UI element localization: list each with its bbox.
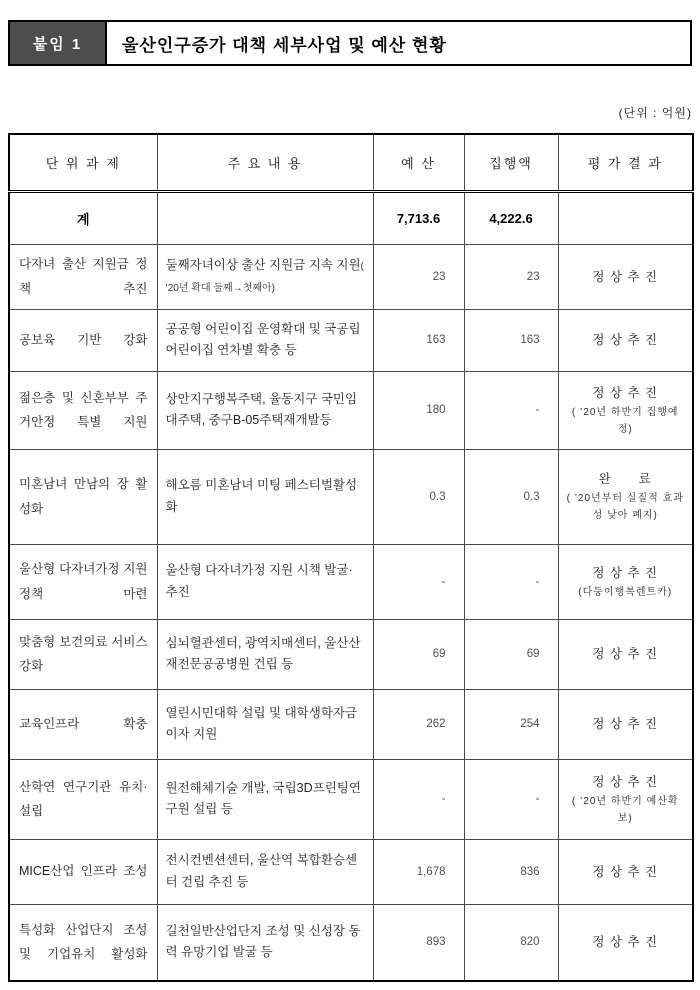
attachment-header-bar xyxy=(8,20,692,66)
spent-value: - xyxy=(464,544,558,619)
budget-value: - xyxy=(373,544,464,619)
eval-note: (다둥이행복렌트카) xyxy=(578,586,673,598)
content-text: 해오름 미혼남녀 미팅 페스티벌활성화 xyxy=(165,478,358,514)
table-row xyxy=(9,759,693,839)
content-text: 열린시민대학 설립 및 대학생학자금 이자 지원 xyxy=(165,705,358,741)
eval-note: ( ’20년 하반기 예산확보) xyxy=(571,795,679,824)
budget-value: 180 xyxy=(373,371,464,449)
eval-text: 정 상 추 진 xyxy=(592,647,659,661)
content-text: 길천일반산업단지 조성 및 신성장 동력 유망기업 발굴 등 xyxy=(165,924,361,960)
task-name: 특성화 산업단지 조성 및 기업유치 활성화 xyxy=(9,904,157,981)
attachment-label: 붙임 1 xyxy=(32,35,83,53)
task-content xyxy=(157,839,373,904)
eval-result xyxy=(558,371,693,449)
task-name: 다자녀 출산 지원금 정책 추진 xyxy=(9,244,157,309)
eval-text: 정 상 추 진 xyxy=(592,565,659,580)
eval-result xyxy=(558,904,693,981)
spent-value: 69 xyxy=(464,619,558,689)
col-header-content: 주 요 내 용 xyxy=(157,134,373,191)
page-title: 울산인구증가 대책 세부사업 및 예산 현황 xyxy=(122,35,447,55)
table-row xyxy=(9,244,693,309)
unit-note: (단위 : 억원) xyxy=(618,106,692,120)
total-row xyxy=(9,191,693,244)
eval-result xyxy=(558,309,693,371)
eval-text: 완 료 xyxy=(598,472,652,486)
task-name: MICE산업 인프라 조성 xyxy=(9,839,157,904)
budget-value: 23 xyxy=(373,244,464,309)
eval-note: ( ’20년 하반기 집행예정) xyxy=(571,406,679,435)
eval-note: ( ’20년부터 실질적 효과성 낮아 폐지) xyxy=(566,493,684,521)
content-text: 전시컨벤션센터, 울산역 복합환승센터 건립 추진 등 xyxy=(165,853,358,889)
task-name: 젊은층 및 신혼부부 주거안정 특별 지원 xyxy=(9,371,157,449)
budget-value: 893 xyxy=(373,904,464,981)
task-content xyxy=(157,759,373,839)
budget-value: - xyxy=(373,759,464,839)
table-row xyxy=(9,309,693,371)
eval-text: 정 상 추 진 xyxy=(592,774,659,789)
eval-result xyxy=(558,619,693,689)
col-header-budget: 예 산 xyxy=(373,134,464,191)
spent-value: 820 xyxy=(464,904,558,981)
spent-value: 23 xyxy=(464,244,558,309)
eval-text: 정 상 추 진 xyxy=(592,385,659,400)
budget-value: 163 xyxy=(373,309,464,371)
table-row xyxy=(9,839,693,904)
eval-text: 정 상 추 진 xyxy=(592,333,659,347)
spent-value: - xyxy=(464,371,558,449)
table-row xyxy=(9,689,693,759)
budget-value: 262 xyxy=(373,689,464,759)
task-name: 산학연 연구기관 유치·설립 xyxy=(9,759,157,839)
table-row xyxy=(9,371,693,449)
table-row xyxy=(9,904,693,981)
total-label: 계 xyxy=(9,191,157,244)
spent-value: 163 xyxy=(464,309,558,371)
total-spent: 4,222.6 xyxy=(464,191,558,244)
task-content xyxy=(157,619,373,689)
total-content-cell xyxy=(157,191,373,244)
task-content xyxy=(157,544,373,619)
budget-value: 0.3 xyxy=(373,449,464,544)
eval-text: 정 상 추 진 xyxy=(592,935,659,950)
eval-text: 정 상 추 진 xyxy=(592,269,659,284)
table-row xyxy=(9,619,693,689)
content-text: 상안지구행복주택, 율동지구 국민임대주택, 중구B-05주택재개발등 xyxy=(165,391,358,427)
content-note: ( ’20년 확대 둘째→첫째아) xyxy=(165,261,364,294)
task-content xyxy=(157,244,373,309)
eval-result xyxy=(558,449,693,544)
total-budget: 7,713.6 xyxy=(373,191,464,244)
table-row xyxy=(9,544,693,619)
total-result-cell xyxy=(558,191,693,244)
col-header-task: 단 위 과 제 xyxy=(9,134,157,191)
attachment-label-box xyxy=(10,22,107,64)
content-text: 둘째자녀이상 출산 지원금 지속 지원 xyxy=(165,258,361,273)
task-name: 울산형 다자녀가정 지원정책 마련 xyxy=(9,544,157,619)
eval-result xyxy=(558,544,693,619)
content-text: 공공형 어린이집 운영확대 및 국공립어린이집 연차별 확충 등 xyxy=(165,321,361,357)
eval-result xyxy=(558,839,693,904)
task-content xyxy=(157,449,373,544)
budget-value: 69 xyxy=(373,619,464,689)
task-name: 공보육 기반 강화 xyxy=(9,309,157,371)
spent-value: 254 xyxy=(464,689,558,759)
spent-value: 0.3 xyxy=(464,449,558,544)
eval-result xyxy=(558,244,693,309)
col-header-spent: 집행액 xyxy=(464,134,558,191)
spent-value: - xyxy=(464,759,558,839)
table-row xyxy=(9,449,693,544)
eval-result xyxy=(558,759,693,839)
content-text: 원전해체기술 개발, 국립3D프린팅연구원 설립 등 xyxy=(165,780,361,816)
content-text: 심뇌혈관센터, 광역치매센터, 울산산재전문공공병원 건립 등 xyxy=(165,635,361,671)
eval-text: 정 상 추 진 xyxy=(592,717,659,731)
content-text: 울산형 다자녀가정 지원 시책 발굴·추진 xyxy=(165,563,353,599)
task-content xyxy=(157,309,373,371)
spent-value: 836 xyxy=(464,839,558,904)
table-header-row xyxy=(9,134,693,191)
budget-value: 1,678 xyxy=(373,839,464,904)
eval-text: 정 상 추 진 xyxy=(592,864,659,879)
task-name: 미혼남녀 만남의 장 활성화 xyxy=(9,449,157,544)
eval-result xyxy=(558,689,693,759)
task-content xyxy=(157,904,373,981)
col-header-result: 평 가 결 과 xyxy=(558,134,693,191)
task-content xyxy=(157,371,373,449)
task-name: 교육인프라 확충 xyxy=(9,689,157,759)
task-name: 맞춤형 보건의료 서비스 강화 xyxy=(9,619,157,689)
task-content xyxy=(157,689,373,759)
budget-status-table xyxy=(8,133,694,982)
